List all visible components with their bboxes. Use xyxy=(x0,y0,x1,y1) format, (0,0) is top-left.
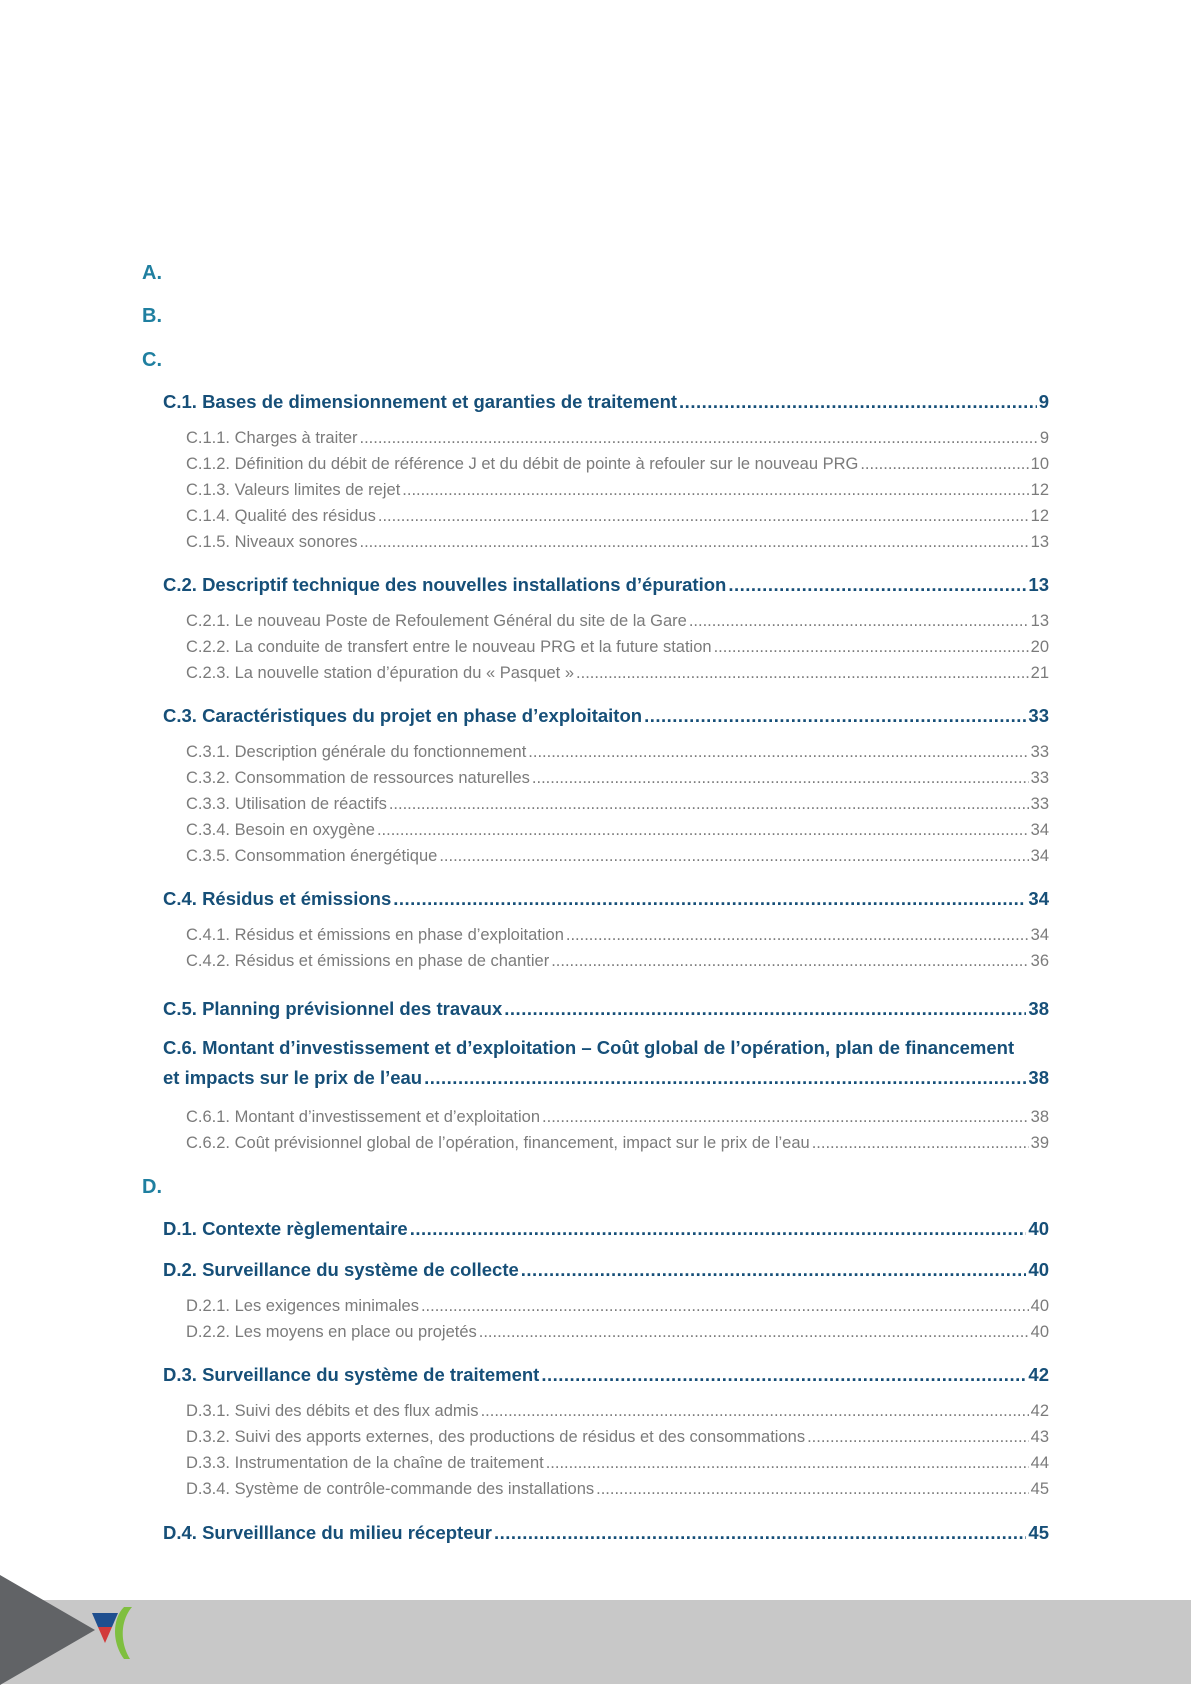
leader-dots xyxy=(576,664,1029,683)
toc-entry-c35[interactable] xyxy=(186,847,1049,866)
toc-entry-c6-continued[interactable] xyxy=(163,1067,1049,1089)
toc-page-number: 20 xyxy=(1030,638,1049,656)
toc-entry-label: C.4.1. Résidus et émissions en phase d’exploitation xyxy=(186,926,564,944)
toc-page-number: 39 xyxy=(1030,1134,1049,1152)
toc-page-number: 45 xyxy=(1030,1480,1049,1498)
toc-entry-label: C.1.5. Niveaux sonores xyxy=(186,533,358,551)
toc-entry-label: D.2.2. Les moyens en place ou projetés xyxy=(186,1323,477,1341)
toc-page-number: 13 xyxy=(1030,533,1049,551)
toc-entry-c62[interactable] xyxy=(186,1134,1049,1153)
leader-dots xyxy=(689,612,1029,631)
toc-entry-label: C.1.4. Qualité des résidus xyxy=(186,507,376,525)
toc-entry-c14[interactable] xyxy=(186,507,1049,526)
part-b-heading: B. xyxy=(142,305,162,327)
toc-entry-d2[interactable] xyxy=(163,1259,1049,1281)
toc-entry-c22[interactable] xyxy=(186,638,1049,657)
toc-page-number: 21 xyxy=(1030,664,1049,682)
toc-page-number: 13 xyxy=(1028,574,1049,595)
toc-page-number: 42 xyxy=(1030,1402,1049,1420)
leader-dots xyxy=(714,638,1029,657)
leader-dots xyxy=(812,1134,1029,1153)
toc-entry-c12[interactable] xyxy=(186,455,1049,474)
toc-entry-label: C.3.2. Consommation de ressources naturelles xyxy=(186,769,530,787)
leader-dots xyxy=(644,705,1026,727)
toc-entry-label: C.5. Planning prévisionnel des travaux xyxy=(163,998,503,1019)
part-c-heading: C. xyxy=(142,349,162,371)
toc-entry-label: C.3.3. Utilisation de réactifs xyxy=(186,795,387,813)
toc-entry-c21[interactable] xyxy=(186,612,1049,631)
toc-entry-label: C.2.3. La nouvelle station d’épuration du « Pasquet » xyxy=(186,664,575,682)
leader-dots xyxy=(807,1428,1029,1447)
leader-dots xyxy=(532,769,1029,788)
toc-entry-label-line2: et impacts sur le prix de l’eau xyxy=(163,1067,423,1088)
leader-dots xyxy=(439,847,1028,866)
leader-dots xyxy=(521,1259,1027,1281)
toc-page-number: 38 xyxy=(1030,1108,1049,1126)
toc-page-number: 34 xyxy=(1030,821,1049,839)
toc-entry-label: C.2. Descriptif technique des nouvelles installations d’épuration xyxy=(163,574,727,595)
toc-page-number: 34 xyxy=(1030,847,1049,865)
toc-entry-label: C.1.3. Valeurs limites de rejet xyxy=(186,481,401,499)
leader-dots xyxy=(566,926,1029,945)
part-d-heading: D. xyxy=(142,1176,162,1198)
leader-dots xyxy=(402,481,1028,500)
toc-entry-d31[interactable] xyxy=(186,1402,1049,1421)
toc-page-number: 42 xyxy=(1028,1364,1049,1385)
toc-page-number: 12 xyxy=(1030,507,1049,525)
toc-entry-label: C.3.5. Consommation énergétique xyxy=(186,847,438,865)
toc-entry-c15[interactable] xyxy=(186,533,1049,552)
toc-page-number: 36 xyxy=(1030,952,1049,970)
toc-page-number: 33 xyxy=(1030,795,1049,813)
toc-entry-c2[interactable] xyxy=(163,574,1049,596)
toc-entry-label: C.1.2. Définition du débit de référence J et du débit de pointe à refouler sur le nouveau PRG xyxy=(186,455,859,473)
toc-page-number: 33 xyxy=(1028,705,1049,726)
toc-entry-c23[interactable] xyxy=(186,664,1049,683)
toc-page-number: 34 xyxy=(1028,888,1049,909)
leader-dots xyxy=(860,455,1028,474)
leader-dots xyxy=(494,1522,1026,1544)
toc-page-number: 38 xyxy=(1028,1067,1049,1088)
toc-entry-label: C.6.1. Montant d’investissement et d’exploitation xyxy=(186,1108,541,1126)
leader-dots xyxy=(360,533,1029,552)
toc-page-number: 33 xyxy=(1030,769,1049,787)
toc-entry-label: D.3.2. Suivi des apports externes, des productions de résidus et des consommations xyxy=(186,1428,806,1446)
toc-entry-label: C.2.2. La conduite de transfert entre le nouveau PRG et la future station xyxy=(186,638,712,656)
toc-page-number: 40 xyxy=(1028,1218,1049,1239)
leader-dots xyxy=(393,888,1026,910)
toc-page-number: 34 xyxy=(1030,926,1049,944)
toc-entry-c13[interactable] xyxy=(186,481,1049,500)
toc-page-number: 40 xyxy=(1030,1323,1049,1341)
toc-page-number: 13 xyxy=(1030,612,1049,630)
leader-dots xyxy=(679,391,1037,413)
leader-dots xyxy=(377,821,1029,840)
toc-entry-label: C.3.4. Besoin en oxygène xyxy=(186,821,375,839)
toc-entry-d33[interactable] xyxy=(186,1454,1049,1473)
toc-entry-c32[interactable] xyxy=(186,769,1049,788)
toc-entry-label: C.4. Résidus et émissions xyxy=(163,888,392,909)
toc-entry-c4[interactable] xyxy=(163,888,1049,910)
leader-dots xyxy=(596,1480,1029,1499)
leader-dots xyxy=(424,1067,1026,1089)
footer-triangle xyxy=(0,1575,95,1685)
toc-entry-d1[interactable] xyxy=(163,1218,1049,1240)
leader-dots xyxy=(504,998,1026,1020)
toc-entry-c33[interactable] xyxy=(186,795,1049,814)
toc-entry-label: D.1. Contexte règlementaire xyxy=(163,1218,408,1239)
toc-entry-label: D.2. Surveillance du système de collecte xyxy=(163,1259,519,1280)
toc-entry-c41[interactable] xyxy=(186,926,1049,945)
toc-entry-label: C.1.1. Charges à traiter xyxy=(186,429,358,447)
toc-entry-label: C.4.2. Résidus et émissions en phase de chantier xyxy=(186,952,550,970)
toc-page-number: 10 xyxy=(1030,455,1049,473)
leader-dots xyxy=(421,1297,1029,1316)
leader-dots xyxy=(378,507,1029,526)
leader-dots xyxy=(360,429,1038,448)
toc-entry-label: D.3. Surveillance du système de traitement xyxy=(163,1364,540,1385)
leader-dots xyxy=(546,1454,1029,1473)
toc-page-number: 40 xyxy=(1028,1259,1049,1280)
toc-entry-c11[interactable] xyxy=(186,429,1049,448)
toc-entry-label: C.3.1. Description générale du fonctionnement xyxy=(186,743,527,761)
toc-entry-c1[interactable] xyxy=(163,391,1049,413)
toc-entry-label: C.6.2. Coût prévisionnel global de l’opération, financement, impact sur le prix de l’eau xyxy=(186,1134,810,1152)
leader-dots xyxy=(389,795,1029,814)
toc-page-number: 9 xyxy=(1039,429,1049,447)
toc-page-number: 12 xyxy=(1030,481,1049,499)
toc-entry-d22[interactable] xyxy=(186,1323,1049,1342)
toc-entry-c31[interactable] xyxy=(186,743,1049,762)
leader-dots xyxy=(410,1218,1027,1240)
toc-page-number: 33 xyxy=(1030,743,1049,761)
leader-dots xyxy=(481,1402,1029,1421)
toc-entry-label: D.3.3. Instrumentation de la chaîne de traitement xyxy=(186,1454,544,1472)
toc-entry-label: C.2.1. Le nouveau Poste de Refoulement Général du site de la Gare xyxy=(186,612,687,630)
leader-dots xyxy=(551,952,1028,971)
leader-dots xyxy=(542,1108,1029,1127)
toc-entry-label: D.2.1. Les exigences minimales xyxy=(186,1297,419,1315)
toc-page-number: 44 xyxy=(1030,1454,1049,1472)
leader-dots xyxy=(528,743,1028,762)
leader-dots xyxy=(541,1364,1026,1386)
toc-page-number: 45 xyxy=(1028,1522,1049,1543)
footer-band xyxy=(0,1600,1191,1684)
toc-entry-label: C.3. Caractéristiques du projet en phase d’exploitaiton xyxy=(163,705,643,726)
toc-entry-d34[interactable] xyxy=(186,1480,1049,1499)
part-a-heading: A. xyxy=(142,262,162,284)
toc-entry-d21[interactable] xyxy=(186,1297,1049,1316)
toc-entry-d4[interactable] xyxy=(163,1522,1049,1544)
toc-entry-c3[interactable] xyxy=(163,705,1049,727)
toc-entry-c34[interactable] xyxy=(186,821,1049,840)
toc-entry-d3[interactable] xyxy=(163,1364,1049,1386)
leader-dots xyxy=(728,574,1026,596)
toc-entry-label: D.3.4. Système de contrôle-commande des installations xyxy=(186,1480,595,1498)
leader-dots xyxy=(479,1323,1029,1342)
toc-page-number: 9 xyxy=(1038,391,1049,412)
toc-entry-label: D.4. Surveilllance du milieu récepteur xyxy=(163,1522,493,1543)
toc-page-number: 38 xyxy=(1028,998,1049,1019)
toc-entry-label: D.3.1. Suivi des débits et des flux admis xyxy=(186,1402,479,1420)
toc-entry-label-line1: C.6. Montant d’investissement et d’exploitation – Coût global de l’opération, plan de financement xyxy=(163,1037,1015,1058)
toc-entry-label: C.1. Bases de dimensionnement et garanties de traitement xyxy=(163,391,678,412)
toc-page-number: 43 xyxy=(1030,1428,1049,1446)
toc-entry-c5[interactable] xyxy=(163,998,1049,1020)
company-logo-icon xyxy=(90,1601,140,1663)
toc-entry-c42[interactable] xyxy=(186,952,1049,971)
toc-entry-d32[interactable] xyxy=(186,1428,1049,1447)
toc-page-number: 40 xyxy=(1030,1297,1049,1315)
toc-entry-c61[interactable] xyxy=(186,1108,1049,1127)
